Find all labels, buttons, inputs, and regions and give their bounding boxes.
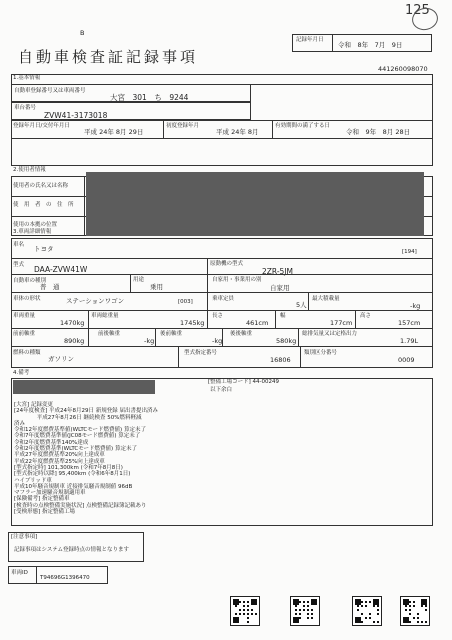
qr-module [315,601,317,603]
qr-module [425,621,427,623]
vehicle-id-label: 車両ID [11,570,28,576]
qr-module [409,613,411,615]
qr-module [409,621,411,623]
base-location-label: 使用の本拠の位置 [13,222,58,228]
qr-module [295,601,297,603]
width-label: 幅 [280,313,286,319]
qr-module [295,605,297,607]
vehicle-id-divider [36,566,37,584]
qr-module [357,605,359,607]
remark-line: [24年度検査] 平成24年8月29日 新規登録 届出書提出済み [14,408,159,415]
qr-module [247,609,249,611]
qr-module [307,609,309,611]
qr-module [303,609,305,611]
s3-col-displacement [298,328,299,346]
front-rear-axle-label: 前後軸重 [98,331,121,337]
qr-module [361,601,363,603]
s3-rule-1 [11,258,433,259]
qr-module [413,605,415,607]
s3-rule-6 [11,346,433,347]
s3-rule-2 [11,274,433,275]
qr-module [377,621,379,623]
qr-module [239,613,241,615]
qr-module [421,621,423,623]
s3-col-width [275,310,276,328]
qr-module [409,605,411,607]
model-value: DAA-ZVW41W [34,265,88,274]
qr-module [251,601,253,603]
engine-value: 2ZR-5JM [262,267,293,276]
s3-col-category [300,346,301,368]
qr-module [377,601,379,603]
remark-line: 令和2年度燃費基準(WLTCモード燃費値) 算定未了 [14,446,137,453]
rear-front-axle-value: -kg [212,337,223,345]
remark-line: [型式指定時以降] 95,400km (令和6年8月1日) [14,471,131,478]
s3-col-maxload [308,292,309,310]
qr-module [405,601,407,603]
form-variant-label: B [80,29,85,37]
qr-module [247,617,249,619]
qr-module [413,617,415,619]
qr-module [373,605,375,607]
remark-line: [型式指定時] 101,300km (令和7年8月8日) [14,464,123,471]
qr-module [425,605,427,607]
qr-module [299,613,301,615]
qr-module [243,601,245,603]
qr-module [243,613,245,615]
first-reg-value: 平成 24年 8月 [216,128,259,136]
qr-module [235,621,237,623]
remark-line: 令和12年度燃費基準値(WLTCモード燃費値) 算定未了 [14,427,146,434]
qr-module [357,617,359,619]
shop-code: [整備工場コード] 44-00249 [208,379,280,385]
weight-value: 1470kg [60,319,85,327]
record-date-divider [332,34,333,52]
qr-module [377,613,379,615]
fuel-label: 燃料の種類 [13,350,41,356]
front-axle-value: 890kg [64,337,85,345]
qr-module [295,609,297,611]
qr-module [235,601,237,603]
gross-label: 車両総重量 [91,313,119,319]
qr-module [247,613,249,615]
qr-module [303,605,305,607]
s1-col-2 [272,120,273,138]
qr-module [357,609,359,611]
maker-code: [194] [402,249,417,255]
capacity-label: 乗車定員 [212,296,235,302]
record-date-value: 令和 8年 7月 9日 [338,41,403,49]
qr-module [357,621,359,623]
s3-col-engine [207,258,208,274]
remark-line: 平成27年8月26日 継続検査 50%燃料軽減 [14,414,142,421]
s3-col-height [355,310,356,328]
qr-module [417,613,419,615]
expiry-value: 令和 9年 8月 28日 [346,128,411,136]
qr-code-2 [290,596,320,626]
displacement-value: 1.79L [400,337,419,345]
qr-module [361,621,363,623]
notice-text: 記録事項はシステム登録時点の情報となります [14,547,129,553]
kind-label: 自動車の種別 [13,278,47,284]
record-date-label: 記録年月日 [296,37,324,43]
fuel-value: ガソリン [48,355,74,363]
use-value: 乗用 [150,283,163,291]
reg-number-value: 大宮 301 ち 9244 [110,93,189,102]
qr-module [307,613,309,615]
qr-module [405,605,407,607]
kind-value: 普 通 [40,283,60,291]
remark-line: マフラー加速騒音規制適用車 [14,490,86,497]
s3-rule-3 [11,292,433,293]
expiry-label: 有効期間の満了する日 [275,123,331,129]
remark-line: ハイブリッド車 [14,477,52,484]
qr-module [307,601,309,603]
qr-module [247,605,249,607]
rear-rear-axle-label: 後後軸重 [230,331,253,337]
qr-module [361,605,363,607]
rear-rear-axle-value: 580kg [276,337,297,345]
qr-module [365,601,367,603]
qr-module [239,601,241,603]
qr-module [243,605,245,607]
qr-code-3 [352,596,382,626]
body-label: 車体の形状 [13,296,41,302]
s1-rule-b [11,120,433,121]
qr-module [299,617,301,619]
qr-module [307,617,309,619]
qr-module [311,613,313,615]
qr-module [307,605,309,607]
section2-heading: 2.使用者情報 [13,167,46,173]
document-title: 自動車検査証記録事項 [18,48,199,66]
type-number-value: 16806 [270,356,291,364]
qr-module [373,621,375,623]
handwritten-page-number: 125 [405,3,430,18]
qr-module [357,601,359,603]
rear-front-axle-label: 後前軸重 [160,331,183,337]
qr-module [311,617,313,619]
remark-line: 平成10年騒音規制車 近接排気騒音規制値 96dB [14,483,133,490]
qr-module [369,601,371,603]
user-address-label: 使 用 者 の 住 所 [13,202,74,208]
category-value: 0009 [398,356,415,364]
qr-module [361,613,363,615]
remark-line: 平成27年度燃費基準20%向上達成車 [14,452,105,459]
qr-module [247,601,249,603]
maker-value: トヨタ [34,245,54,253]
s3-col-fr [88,328,89,346]
body-value: ステーションワゴン [66,297,125,305]
maker-label: 車名 [13,242,25,248]
qr-module [255,613,257,615]
qr-module [369,613,371,615]
remarks-end-marker: 以下余白 [210,387,233,393]
s3-col-typeno [178,346,179,368]
qr-module [235,605,237,607]
maxload-value: -kg [410,302,421,310]
type-number-label: 型式指定番号 [184,350,218,356]
qr-module [425,601,427,603]
notice-heading: [注意事項] [11,534,38,540]
qr-module [299,601,301,603]
reg-date-value: 平成 24年 8月 29日 [84,128,144,136]
vehicle-id-value: T94696G1396470 [40,575,90,581]
qr-module [365,617,367,619]
qr-module [417,621,419,623]
section3-heading: 3.車両詳細情報 [13,229,52,235]
s3-col-length [207,310,208,328]
height-value: 157cm [398,319,421,327]
remarks-list [14,402,158,515]
qr-module [311,609,313,611]
qr-module [369,617,371,619]
qr-module [409,609,411,611]
gross-value: 1745kg [180,319,205,327]
qr-module [295,613,297,615]
qr-module [405,617,407,619]
qr-code-1 [230,596,260,626]
s1-col-1 [163,120,164,138]
remark-line: 令和7年度燃費基準値(JC08モード燃費値) 算定未了 [14,433,141,440]
capacity-value: 5人 [296,301,307,309]
chassis-number-label: 車台番号 [14,105,37,111]
first-reg-label: 初度登録年月 [166,123,200,129]
remark-line: [保険備考] 指定整備車 [14,496,70,503]
reg-number-label: 自動車登録番号又は車両番号 [14,88,86,94]
qr-module [405,609,407,611]
qr-module [239,609,241,611]
displacement-label: 総排気量又は定格出力 [302,331,358,337]
remark-line: [検査時の点検整備実施状況] 点検整備記録簿記載あり [14,502,147,509]
qr-module [417,617,419,619]
qr-module [365,605,367,607]
qr-module [377,605,379,607]
qr-module [295,621,297,623]
section4-heading: 4.備考 [13,370,30,376]
s1-rule-c [11,138,433,139]
s3-col-capacity [207,292,208,310]
qr-module [235,613,237,615]
qr-module [413,601,415,603]
qr-module [255,601,257,603]
remark-line: 令和2年度燃費基準140%達成 [14,439,89,446]
redaction-block-user [86,172,424,236]
width-value: 177cm [330,319,353,327]
private-value: 自家用 [270,284,290,292]
maxload-label: 最大積載量 [312,296,340,302]
qr-module [247,621,249,623]
height-label: 高さ [360,313,372,319]
s3-rule-4 [11,310,433,311]
private-label: 自家用・事業用の別 [212,277,262,283]
qr-module [251,609,253,611]
reg-date-label: 登録年月日/交付年月日 [13,123,70,129]
remark-line: [受検形態] 指定整備工場 [14,509,76,516]
length-label: 長さ [212,313,224,319]
s3-col-rf [155,328,156,346]
remark-line: [大宮] 記録変更 [14,402,54,408]
qr-module [303,601,305,603]
remark-line: 済み [14,420,26,427]
category-label: 類別区分番号 [304,350,338,356]
s3-col-private [207,274,208,292]
qr-module [405,621,407,623]
qr-module [421,605,423,607]
model-label: 型式 [13,262,25,268]
front-rear-axle-value: -kg [144,337,155,345]
front-axle-label: 前前軸重 [13,331,36,337]
body-code: [003] [178,299,193,305]
qr-code-4 [400,596,430,626]
qr-module [251,613,253,615]
s3-col-gross [88,310,89,328]
chassis-number-value: ZVW41-3173018 [44,111,108,120]
weight-label: 車両重量 [13,313,36,319]
qr-module [425,609,427,611]
s3-col-use [130,274,131,292]
length-value: 461cm [246,319,269,327]
redaction-block-remarks [13,380,155,394]
qr-module [243,609,245,611]
qr-module [409,601,411,603]
s2-label-divider [84,176,85,236]
engine-label: 原動機の型式 [210,261,244,267]
section1-heading: 1.基本情報 [13,75,41,81]
qr-module [299,609,301,611]
qr-module [377,609,379,611]
s3-col-rr [222,328,223,346]
use-label: 用途 [133,277,145,283]
document-serial: 441260098070 [378,65,428,73]
user-name-label: 使用者の氏名又は名称 [13,183,69,189]
remark-line: 平成22年度燃費基準25%向上達成車 [14,458,105,465]
